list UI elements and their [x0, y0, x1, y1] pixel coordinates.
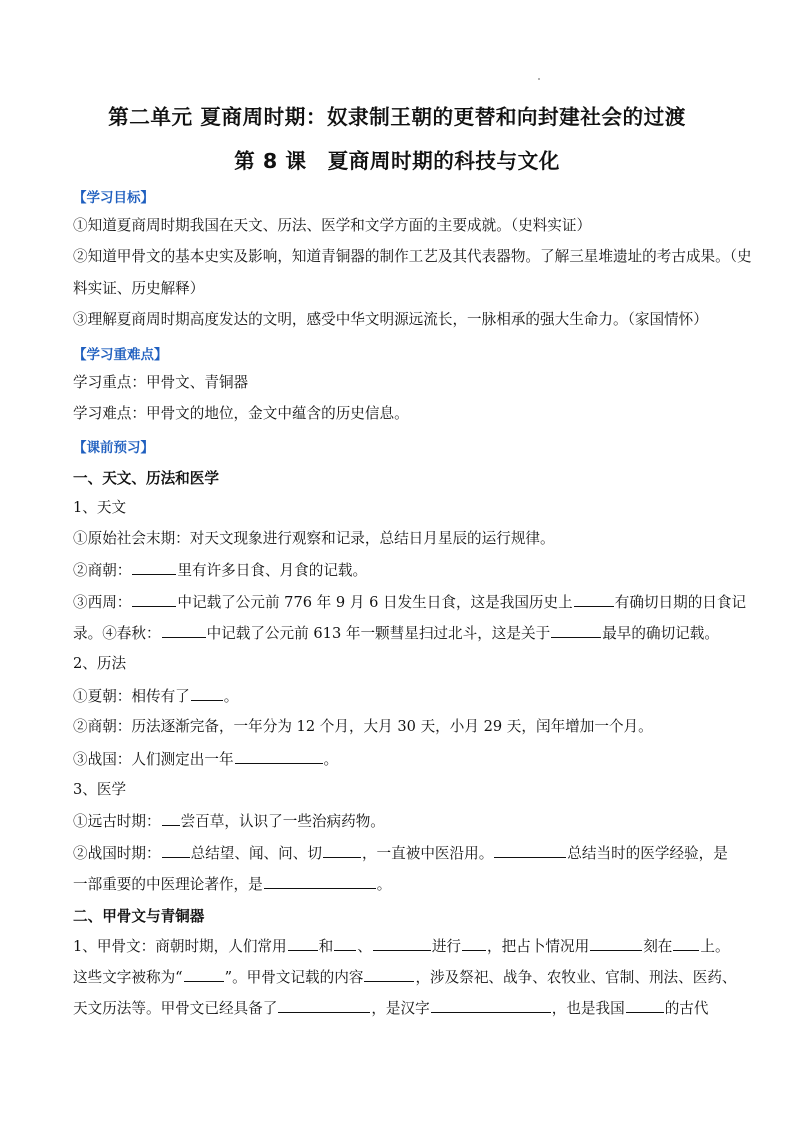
- fill-blank[interactable]: [162, 811, 180, 826]
- text-segment: 这些文字被称为“: [73, 969, 183, 986]
- calendar-line-3: [73, 749, 338, 770]
- part-2-heading: 二、甲骨文与青铜器: [73, 908, 205, 925]
- fill-blank[interactable]: [132, 592, 176, 607]
- text-segment: 进行: [431, 938, 462, 955]
- fill-blank[interactable]: [626, 998, 664, 1013]
- fill-blank[interactable]: [235, 749, 323, 764]
- text-segment: 一部重要的中医理论著作，是: [73, 876, 263, 893]
- keypoints-heading: 【学习重难点】: [73, 347, 168, 363]
- fill-blank[interactable]: [288, 936, 318, 951]
- text-segment: 的古代: [664, 1000, 709, 1017]
- oracle-line-2: [73, 967, 737, 988]
- text-segment: ，涉及祭祀、战争、农牧业、官制、刑法、医药、: [415, 969, 737, 986]
- fill-blank[interactable]: [673, 936, 699, 951]
- text-segment: 中记载了公元前 613 年一颗彗星扫过北斗，这是关于: [206, 625, 551, 642]
- astronomy-heading: 1、天文: [73, 499, 127, 516]
- scan-speck: [538, 78, 540, 80]
- fill-blank[interactable]: [162, 623, 206, 638]
- fill-blank[interactable]: [132, 560, 176, 575]
- fill-blank[interactable]: [191, 686, 223, 701]
- text-segment: ”。甲骨文记载的内容: [224, 969, 364, 986]
- text-segment: 中记载了公元前 776 年 9 月 6 日发生日食，这是我国历史上: [177, 594, 573, 611]
- medicine-line-3: [73, 874, 391, 895]
- goal-2-line-2: 料实证、历史解释）: [73, 280, 205, 297]
- fill-blank[interactable]: [184, 967, 224, 982]
- calendar-heading: 2、历法: [73, 655, 127, 672]
- text-segment: 里有许多日食、月食的记载。: [177, 562, 368, 579]
- text-segment: ②战国时期：: [73, 845, 161, 862]
- text-segment: 尝百草，认识了一些治病药物。: [180, 813, 385, 830]
- text-segment: 刻在: [643, 938, 673, 955]
- text-segment: 最早的确切记载。: [602, 625, 719, 642]
- goal-3: ③理解夏商周时期高度发达的文明，感受中华文明源远流长，一脉相承的强大生命力。（家国情怀）: [73, 311, 708, 328]
- fill-blank[interactable]: [494, 843, 566, 858]
- text-segment: 、: [357, 938, 372, 955]
- astronomy-line-4: [73, 623, 719, 644]
- lesson-title: 第 8 课 夏商周时期的科技与文化: [234, 149, 560, 173]
- fill-blank[interactable]: [334, 936, 356, 951]
- text-segment: 上。: [700, 938, 730, 955]
- part-1-heading: 一、天文、历法和医学: [73, 470, 219, 487]
- text-segment: 录。④春秋：: [73, 625, 161, 642]
- text-segment: ，是汉字: [371, 1000, 430, 1017]
- fill-blank[interactable]: [574, 592, 614, 607]
- fill-blank[interactable]: [364, 967, 414, 982]
- text-segment: ，也是我国: [551, 1000, 625, 1017]
- fill-blank[interactable]: [278, 998, 370, 1013]
- goal-1: ①知道夏商周时期我国在天文、历法、医学和文学方面的主要成就。（史料实证）: [73, 217, 592, 234]
- fill-blank[interactable]: [323, 843, 361, 858]
- text-segment: ①夏朝：相传有了: [73, 688, 190, 705]
- fill-blank[interactable]: [373, 936, 431, 951]
- astronomy-line-1: ①原始社会末期：对天文现象进行观察和记录，总结日月星辰的运行规律。: [73, 530, 555, 547]
- text-segment: ①远古时期：: [73, 813, 161, 830]
- text-segment: ③战国：人们测定出一年: [73, 751, 234, 768]
- fill-blank[interactable]: [462, 936, 486, 951]
- text-segment: 总结当时的医学经验，是: [567, 845, 728, 862]
- goals-heading: 【学习目标】: [73, 190, 154, 206]
- astronomy-line-3: [73, 592, 746, 613]
- key-difficulty: 学习难点：甲骨文的地位，金文中蕴含的历史信息。: [73, 405, 409, 422]
- text-segment: ，把占卜情况用: [487, 938, 590, 955]
- text-segment: 。: [376, 876, 392, 893]
- text-segment: ③西周：: [73, 594, 132, 611]
- fill-blank[interactable]: [162, 843, 190, 858]
- text-segment: ②商朝：: [73, 562, 132, 579]
- medicine-heading: 3、医学: [73, 781, 127, 798]
- text-segment: 。: [223, 688, 239, 705]
- fill-blank[interactable]: [551, 623, 601, 638]
- calendar-line-2: ②商朝：历法逐渐完备，一年分为 12 个月，大月 30 天，小月 29 天，闰年增加一个月。: [73, 718, 653, 735]
- text-segment: 有确切日期的日食记: [614, 594, 747, 611]
- astronomy-line-2: [73, 560, 367, 581]
- oracle-line-3: [73, 998, 709, 1019]
- text-segment: 1、甲骨文：商朝时期，人们常用: [73, 938, 287, 955]
- fill-blank[interactable]: [264, 874, 376, 889]
- text-segment: ，一直被中医沿用。: [361, 845, 494, 862]
- fill-blank[interactable]: [590, 936, 642, 951]
- fill-blank[interactable]: [431, 998, 551, 1013]
- text-segment: 天文历法等。甲骨文已经具备了: [73, 1000, 278, 1017]
- medicine-line-2: [73, 843, 728, 864]
- preview-heading: 【课前预习】: [73, 440, 154, 456]
- unit-title: 第二单元 夏商周时期：奴隶制王朝的更替和向封建社会的过渡: [108, 105, 686, 129]
- text-segment: 和: [318, 938, 334, 955]
- text-segment: 。: [323, 751, 339, 768]
- calendar-line-1: [73, 686, 238, 707]
- key-focus: 学习重点：甲骨文、青铜器: [73, 374, 249, 391]
- oracle-line-1: [73, 936, 730, 957]
- text-segment: 总结望、闻、问、切: [190, 845, 322, 862]
- goal-2-line-1: ②知道甲骨文的基本史实及影响，知道青铜器的制作工艺及其代表器物。了解三星堆遗址的考古成果。（史: [73, 248, 752, 265]
- medicine-line-1: [73, 811, 385, 832]
